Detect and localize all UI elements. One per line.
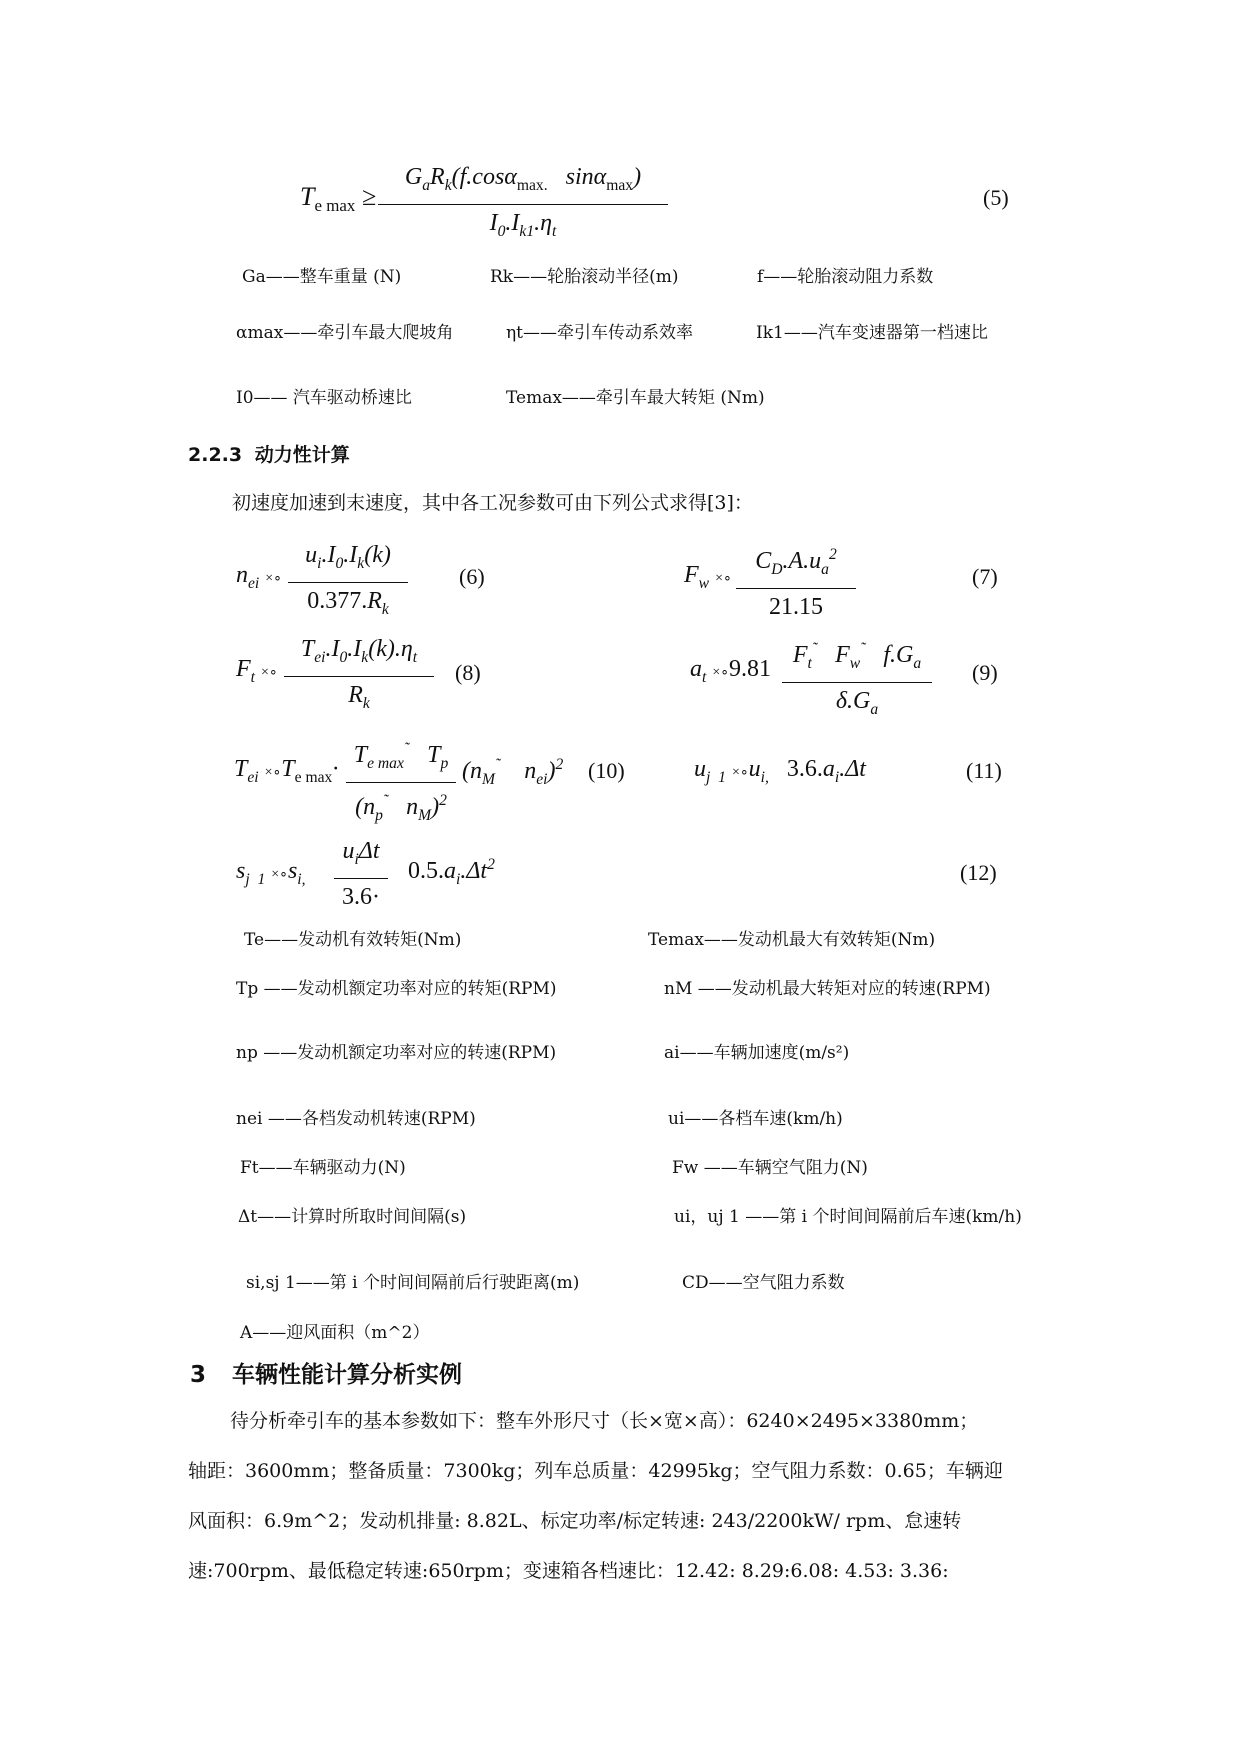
eq5-fraction-bar (378, 204, 668, 205)
def-cd: CD——空气阻力系数 (682, 1273, 845, 1293)
eq11-number: (11) (966, 758, 1002, 783)
eq5-denominator: $I_0.I_{k1}.\eta_t$ (489, 209, 557, 240)
eq10-denominator: ($n_p^˜$ $n_M)^2$ (355, 791, 447, 824)
eq10-tail: ($n_M^˜$ $n_{ei})^2$ (462, 756, 564, 788)
eq12-tail: $0.5.a_i.\Delta t^2$ (408, 856, 495, 888)
eq7-fraction (736, 540, 856, 622)
eq9-denominator: $\delta.G_a$ (835, 687, 879, 718)
eq9-fraction (782, 634, 932, 725)
def-ui: ui——各档车速(km/h) (668, 1109, 843, 1129)
eq6-number: (6) (459, 564, 485, 589)
def-ik1: Ik1——汽车变速器第一档速比 (756, 323, 988, 343)
def-nei: nei ——各档发动机转速(RPM) (236, 1109, 476, 1129)
eq9-fraction-bar (782, 682, 932, 683)
eq6-fraction (288, 540, 408, 625)
def-si-sj1: si,sj 1——第 i 个时间间隔前后行驶距离(m) (246, 1273, 580, 1293)
eq8-lhs: $F_t$ ×∘ (236, 656, 278, 686)
eq10-lhs: $T_{ei}$ $\times\circ T_{e max}\cdot$ (234, 756, 339, 786)
def-delta-t: Δt——计算时所取时间间隔(s) (238, 1207, 467, 1227)
eq10-number: (10) (588, 758, 625, 783)
eq9-numerator: $F_t^˜$ $F_w^˜$ $f.G_a$ (792, 640, 922, 672)
eq8-fraction-bar (284, 676, 434, 677)
eq9-number: (9) (972, 660, 998, 685)
def-nm: nM ——发动机最大转矩对应的转速(RPM) (664, 979, 991, 999)
eq8-number: (8) (455, 660, 481, 685)
eq6-fraction-bar (288, 582, 408, 583)
eq12-fraction (334, 836, 388, 912)
def-temax: Temax——牵引车最大转矩 (Nm) (506, 388, 765, 408)
def-rk: Rk——轮胎滚动半径(m) (490, 267, 679, 287)
section-3-number: 3 (190, 1362, 207, 1388)
eq5-fraction (378, 162, 668, 247)
eq5-numerator: $G_aR_k(f.\cos\alpha_{max.}$ sinα$_{max}$) (404, 164, 642, 194)
def-ft: Ft——车辆驱动力(N) (240, 1158, 406, 1178)
eq7-denominator: 21.15 (769, 593, 823, 620)
eq7-number: (7) (972, 564, 998, 589)
def-ai: ai——车辆加速度(m/s²) (664, 1043, 850, 1063)
def-ui-uj1: ui，uj 1 ——第 i 个时间间隔前后车速(km/h) (674, 1207, 1022, 1227)
eq7-numerator: $C_D.A.u_a^2$ (755, 546, 837, 578)
section-3-title: 车辆性能计算分析实例 (232, 1362, 463, 1388)
eq5-number: (5) (983, 185, 1009, 210)
eq12-lhs: $s_{j 1}$ $\times\circ s_{i,}$ (236, 858, 306, 888)
def-np: np ——发动机额定功率对应的转速(RPM) (236, 1043, 557, 1063)
def-fw: Fw ——车辆空气阻力(N) (672, 1158, 868, 1178)
eq5-lhs: $T_{e max}$ ≥ (300, 182, 377, 216)
eq10-fraction (346, 734, 456, 831)
section-3-heading (190, 1356, 462, 1389)
para-3-line-3: 风面积：6.9m^2；发动机排量: 8.82L、标定功率/标定转速: 243/2200kW/ rpm、怠速转 (188, 1510, 962, 1532)
para-3-line-2: 轴距：3600mm；整备质量：7300kg；列车总质量：42995kg；空气阻力系数：0.65；车辆迎 (188, 1460, 1003, 1482)
eq11-expression: $u_{j 1}$ $\times\circ u_{i,}$ $3.6.a_i.\Delta t$ (694, 756, 866, 786)
eq9-lhs: $a_t$ ×∘9.81 (690, 656, 772, 686)
section-223-intro: 初速度加速到末速度，其中各工况参数可由下列公式求得[3]： (232, 492, 753, 514)
section-223-heading (188, 440, 350, 467)
eq8-numerator: $T_{ei}.I_0.I_k(k).\eta_t$ (300, 636, 418, 666)
def-a: A——迎风面积（m^2） (240, 1323, 430, 1343)
eq8-denominator: $R_k$ (348, 681, 370, 712)
eq12-number: (12) (960, 860, 997, 885)
def-i0: I0—— 汽车驱动桥速比 (236, 388, 412, 408)
eq8-fraction (284, 634, 434, 719)
eq7-fraction-bar (736, 588, 856, 589)
eq12-numerator: $u_i\Delta t$ (342, 838, 380, 868)
section-223-number: 2.2.3 (188, 444, 243, 466)
eq6-numerator: $u_i.I_0.I_k(k)$ (305, 542, 391, 572)
eq6-lhs: $n_{ei}$ ×∘ (236, 562, 282, 592)
def-f: f——轮胎滚动阻力系数 (757, 267, 934, 287)
section-223-title: 动力性计算 (254, 444, 350, 466)
para-3-line-1: 待分析牵引车的基本参数如下：整车外形尺寸（长×宽×高）：6240×2495×3380mm； (230, 1410, 979, 1432)
eq12-denominator: 3.6· (342, 883, 380, 910)
eq6-denominator: $0.377.R_k$ (307, 587, 389, 618)
eq7-lhs: $F_w$ ×∘ (684, 562, 732, 592)
eq10-numerator: $T_{e max}^˜$ $T_p$ (353, 740, 449, 772)
para-3-line-4: 速:700rpm、最低稳定转速:650rpm；变速箱各档速比：12.42: 8.29:6.08: 4.53: 3.36: (188, 1560, 949, 1582)
def-temax-2: Temax——发动机最大有效转矩(Nm) (648, 930, 936, 950)
def-tp: Tp ——发动机额定功率对应的转矩(RPM) (236, 979, 557, 999)
def-te: Te——发动机有效转矩(Nm) (244, 930, 462, 950)
eq12-fraction-bar (334, 878, 388, 879)
def-ga: Ga——整车重量 (N) (242, 267, 402, 287)
eq10-fraction-bar (346, 782, 456, 783)
def-eta-t: ηt——牵引车传动系效率 (506, 323, 694, 343)
def-alpha-max: αmax——牵引车最大爬坡角 (236, 323, 454, 343)
